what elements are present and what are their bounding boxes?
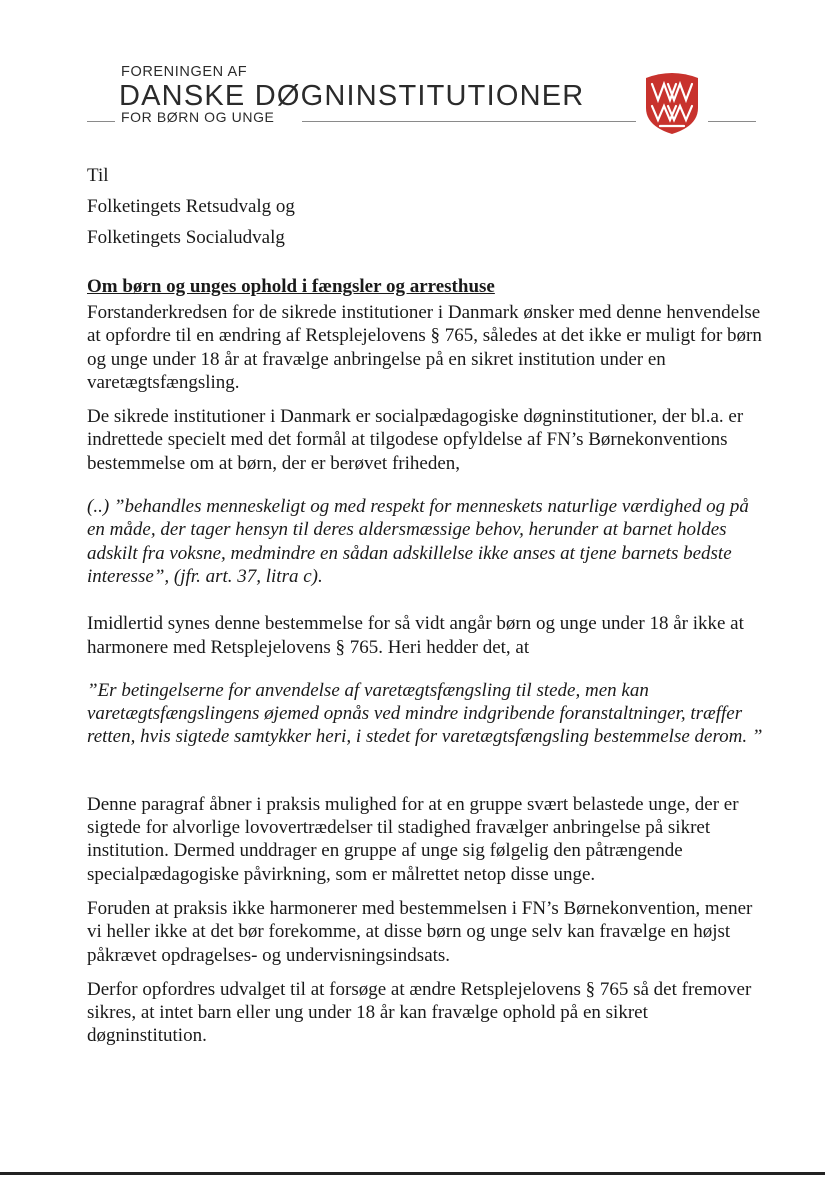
org-name-top: FORENINGEN AF [121, 64, 248, 80]
letterhead-rule-middle [302, 121, 636, 122]
letter-heading: Om børn og unges ophold i fængsler og arresthuse [87, 276, 495, 297]
letter-body [87, 160, 767, 1059]
org-name-main: DANSKE DØGNINSTITUTIONER [119, 80, 585, 112]
quote-un-convention: (..) ”behandles menneskeligt og med respekt for menneskets naturlige værdighed og på en måde, der tager hensyn til deres aldersmæssige behov, herunder at barnet holdes adskilt fra voksne, medmindre en sådan adskillelse ikke anses at tjene barnets bedste interesse”, (jfr. art. 37, litra c). [87, 496, 749, 587]
page-bottom-edge [0, 1172, 825, 1175]
address-line-socialudvalg: Folketingets Socialudvalg [87, 227, 285, 248]
paragraph-however: Imidlertid synes denne bestemmelse for så vidt angår børn og unge under 18 år ikke at harmonere med Retsplejelovens § 765. Heri hedder det, at [87, 613, 744, 658]
paragraph-institutions: De sikrede institutioner i Danmark er socialpædagogiske døgninstitutioner, der bl.a. er indrettede specielt med det formål at tilgodese opfyldelse af FN’s Børnekonventions bestemmelse om at børn, der er berøvet friheden, [87, 406, 744, 474]
quote-retsplejeloven: ”Er betingelserne for anvendelse af varetægtsfængsling til stede, men kan varetægtsfængslingens øjemed opnås ved mindre indgribende foranstaltninger, træffer retten, hvis sigtede samtykker heri, i stedet for varetægtsfængsling bestemmelse derom. ” [87, 679, 763, 748]
org-name-sub: FOR BØRN OG UNGE [121, 109, 275, 125]
paragraph-besides: Foruden at praksis ikke harmonerer med bestemmelsen i FN’s Børnekonvention, mener vi heller ikke at det bør forekomme, at disse børn og unge selv kan fravælge en højst påkrævet opdragelses- og undervisningsindsats. [87, 897, 753, 966]
address-line-to: Til [87, 165, 109, 186]
shield-crest-icon [640, 70, 704, 136]
address-line-retsudvalg: Folketingets Retsudvalg og [87, 196, 295, 217]
paragraph-conclusion: Derfor opfordres udvalget til at forsøge at ændre Retsplejelovens § 765 så det fremover sikres, at intet barn eller ung under 18 år kan fravælge ophold på en sikret døgninstitution. [87, 978, 752, 1047]
letterhead-rule-right [708, 121, 756, 122]
paragraph-practice: Denne paragraf åbner i praksis mulighed for at en gruppe svært belastede unge, der er sigtede for alvorlige lovovertrædelser til stadighed fravælger anbringelse på sikret institution. Dermed unddrager en gruppe af unge sig følgelig den påtrængende specialpædagogiske påvirkning, som er målrettet netop disse unge. [87, 793, 739, 885]
paragraph-request: Forstanderkredsen for de sikrede institutioner i Danmark ønsker med denne henvendelse at opfordre til en ændring af Retsplejelovens § 765, således at det ikke er muligt for børn og unge under 18 år at fravælge anbringelse på en sikret institution under en varetægtsfængsling. [87, 302, 762, 393]
letterhead [0, 0, 825, 140]
letterhead-rule-left [87, 121, 115, 122]
